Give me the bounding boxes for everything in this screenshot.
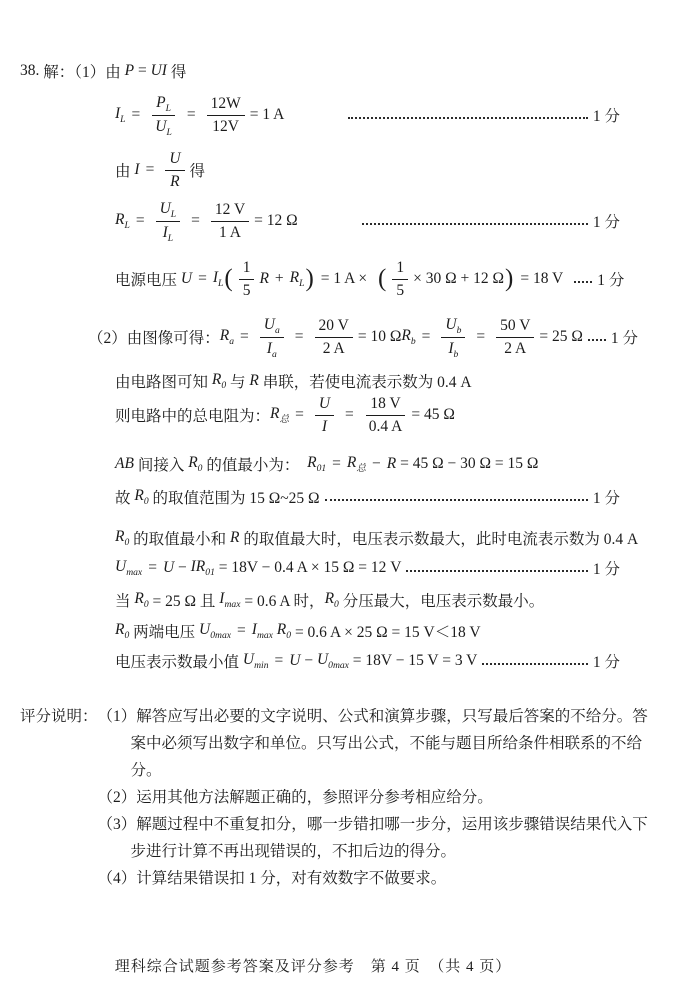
fraction-denominator: 12V xyxy=(212,117,239,135)
math-var-R0: $R_0$ xyxy=(211,371,227,392)
equals-sign: = xyxy=(332,455,341,472)
equals-sign: = xyxy=(476,328,486,345)
scoring-note-4: （4）计算结果错误扣 1 分，对有效数字不做要求。 xyxy=(97,870,447,887)
math-var-P: P xyxy=(124,62,135,79)
scoring-note-2: （2）运用其他方法解题正确的，参照评分参考相应给分。 xyxy=(97,789,493,806)
condition-line xyxy=(115,589,544,611)
result-value: = 12 Ω xyxy=(254,212,298,229)
u0max-line xyxy=(115,620,481,642)
result-value: = 0.6 A × 25 Ω = 15 V＜18 V xyxy=(291,624,481,641)
scoring-notes-label: 评分说明： xyxy=(20,708,98,725)
fraction-numerator: 20 V xyxy=(315,316,353,337)
math-var-IL: $I_L$ xyxy=(212,269,224,290)
math-var-U0max: $U_{0max}$ xyxy=(316,651,349,672)
formula-IL-line xyxy=(115,90,620,140)
fraction-U-I xyxy=(315,394,334,436)
fraction-12W-12V xyxy=(207,94,245,136)
math-var-AB: AB xyxy=(115,455,134,472)
math-var-R0: $R_0$ xyxy=(115,528,130,549)
fraction-denominator: $U_L$ xyxy=(155,117,172,138)
range-line xyxy=(115,486,620,508)
math-var-Rtotal: $R_总$ xyxy=(346,454,366,475)
result-value: = 1 A xyxy=(249,106,285,123)
text: 故 xyxy=(115,490,135,507)
min-max-note-line xyxy=(115,527,638,549)
fraction-denominator: 0.4 A xyxy=(368,417,403,435)
fraction-numerator: $U_L$ xyxy=(156,199,181,222)
math-var-Imax: $I_{max}$ xyxy=(251,621,273,642)
fraction-numerator: U xyxy=(165,149,184,170)
math-var-U: U xyxy=(180,270,193,287)
text: 两端电压 xyxy=(129,624,200,641)
total-resistance-line xyxy=(115,390,455,440)
solution-heading-line xyxy=(20,60,186,82)
open-paren: ( xyxy=(224,264,233,292)
fraction-Ua-Ia xyxy=(260,315,284,359)
math-var-R0: $R_0$ xyxy=(115,621,130,642)
math-var-R01: $R_{01}$ xyxy=(307,454,327,475)
text: 与 xyxy=(226,374,250,391)
equals-sign: = xyxy=(148,559,157,576)
fraction-1-5 xyxy=(239,258,255,300)
heading-suffix: 得 xyxy=(166,64,187,81)
math-var-R0: $R_0$ xyxy=(134,590,149,611)
fraction-denominator: 5 xyxy=(242,281,251,299)
dotted-leader xyxy=(482,663,588,665)
dotted-leader xyxy=(574,281,592,283)
math-var-IL: $I_L$ xyxy=(115,105,126,126)
math-var-RL: $R_L$ xyxy=(289,269,305,290)
circuit-note-line xyxy=(115,370,472,392)
fraction-UL-IL xyxy=(156,199,181,243)
math-var-R0: $R_0$ xyxy=(188,454,203,475)
formula-I-line xyxy=(115,146,205,194)
page-footer: 理科综合试题参考答案及评分参考 第 4 页 （共 4 页） xyxy=(114,959,512,975)
math-var-R: R xyxy=(259,270,269,287)
text: 的取值范围为 15 Ω~25 Ω xyxy=(148,490,320,507)
result-value: = 18V − 0.4 A × 15 Ω = 12 V xyxy=(214,559,402,576)
math-var-RL: $R_L$ xyxy=(115,211,130,232)
math-var-R0: $R_0$ xyxy=(272,621,292,642)
text: = 25 Ω 且 xyxy=(148,593,220,610)
result-value: = 25 Ω xyxy=(539,328,583,345)
equals-sign: = xyxy=(191,212,200,229)
fraction-denominator: I xyxy=(321,417,328,435)
fraction-PL-UL xyxy=(151,93,176,137)
dotted-leader xyxy=(362,223,588,225)
equals-sign: = xyxy=(131,106,141,123)
close-paren: ) xyxy=(505,264,514,292)
scoring-notes-items xyxy=(98,703,660,892)
plus-sign: + xyxy=(274,270,284,287)
text: 的取值最大时，电压表示数最大，此时电流表示数为 0.4 A xyxy=(239,531,639,548)
heading-text: 解：（1）由 xyxy=(39,64,125,81)
umax-line xyxy=(115,557,620,579)
equals-sign: = xyxy=(134,62,151,79)
minus-sign: − xyxy=(174,559,191,576)
text: 的取值最小和 xyxy=(129,531,231,548)
text: 间接入 xyxy=(133,457,189,474)
fraction-12V-1A xyxy=(211,200,249,242)
fraction-denominator: 1 A xyxy=(219,223,241,241)
score-label: 1 分 xyxy=(592,490,620,507)
text: = 0.6 A 时， xyxy=(240,593,325,610)
score-label: 1 分 xyxy=(610,330,639,347)
text: 当 xyxy=(115,593,135,610)
equals-sign: = xyxy=(345,406,354,423)
scoring-note-1: （1）解答应写出必要的文字说明、公式和演算步骤，只写最后答案的不给分。答案中必须写出数字和单位。只写出公式，不能与题目所给条件相联系的不给分。 xyxy=(97,708,648,779)
text: 由电路图可知 xyxy=(115,374,212,391)
math-var-UI: UI xyxy=(150,62,167,79)
fraction-denominator: 2 A xyxy=(322,339,345,357)
score-label: 1 分 xyxy=(597,272,625,289)
math-var-R: R xyxy=(249,372,259,389)
minus-sign: − xyxy=(300,652,317,669)
math-var-IR01: $IR_{01}$ xyxy=(190,558,215,579)
formula-RL-line xyxy=(115,196,620,246)
equals-sign: = xyxy=(237,622,246,639)
fraction-numerator: 12 V xyxy=(211,200,249,221)
result-value: = 18 V xyxy=(520,270,564,287)
text-you: 由 xyxy=(115,163,135,180)
math-var-U: U xyxy=(162,559,175,576)
minus-sign: − xyxy=(371,455,381,472)
part2-graph-line xyxy=(88,312,639,362)
formula-Rb xyxy=(401,315,583,359)
fraction-numerator: $U_a$ xyxy=(260,315,284,338)
fraction-numerator: 50 V xyxy=(496,316,534,337)
equals-sign: = xyxy=(240,328,249,345)
equals-sign: = xyxy=(186,106,196,123)
math-var-Imax: $I_{max}$ xyxy=(219,590,241,611)
score-label: 1 分 xyxy=(592,654,620,671)
result-value: = 18V − 15 V = 3 V xyxy=(348,652,478,669)
dotted-leader xyxy=(325,499,588,501)
text-source-voltage: 电源电压 xyxy=(115,272,181,289)
math-var-R: R xyxy=(230,529,240,546)
text: 串联，若使电流表示数为 0.4 A xyxy=(258,374,472,391)
fraction-denominator: R xyxy=(170,172,180,190)
fraction-18V-04A xyxy=(365,394,407,436)
text: 则电路中的总电阻为： xyxy=(115,408,271,425)
fraction-numerator: 12W xyxy=(207,94,245,115)
math-var-R: R xyxy=(386,455,397,472)
fraction-denominator: $I_L$ xyxy=(162,223,174,244)
math-var-Umax: $U_{max}$ xyxy=(115,558,143,579)
formula-source-voltage-line xyxy=(115,254,625,304)
equals-sign: = xyxy=(421,328,431,345)
open-paren: ( xyxy=(378,264,387,292)
text: 电压表示数最小值 xyxy=(115,654,243,671)
value-segment: 30 Ω + 12 Ω xyxy=(425,270,504,287)
fraction-50V-2A xyxy=(496,316,534,358)
part2-heading: （2）由图像可得： xyxy=(88,330,220,347)
fraction-20V-2A xyxy=(315,316,353,358)
score-label: 1 分 xyxy=(592,108,620,125)
equals-sign: = xyxy=(198,270,207,287)
equals-sign: = xyxy=(145,161,155,178)
fraction-numerator: U xyxy=(315,394,334,415)
equals-sign: = xyxy=(135,212,145,229)
math-var-I: I xyxy=(134,161,140,178)
dotted-leader xyxy=(406,570,587,572)
fraction-numerator: 18 V xyxy=(366,394,404,415)
times-sign: × xyxy=(413,270,426,287)
fraction-numerator: $U_b$ xyxy=(441,315,465,338)
result-value: = 10 Ω xyxy=(357,328,402,345)
fraction-1-5 xyxy=(392,258,408,300)
score-label: 1 分 xyxy=(592,214,620,231)
scoring-note-3: （3）解题过程中不重复扣分，哪一步错扣哪一步分，运用该步骤错误结果代入下步进行计算不再出现错误的，不扣后边的得分。 xyxy=(97,816,648,860)
AB-min-line xyxy=(115,453,538,475)
fraction-numerator: 1 xyxy=(239,258,255,279)
text: 的值最小为： xyxy=(202,457,308,474)
dotted-leader xyxy=(348,117,588,119)
fraction-denominator: 5 xyxy=(396,281,405,299)
equals-sign: = xyxy=(295,406,304,423)
problem-number: 38. xyxy=(20,62,40,79)
fraction-numerator: $P_L$ xyxy=(152,93,175,116)
score-label: 1 分 xyxy=(592,561,620,578)
result-value: = 45 Ω − 30 Ω = 15 Ω xyxy=(396,455,539,472)
fraction-denominator: $I_b$ xyxy=(448,339,459,360)
equals-segment: = 1 A × xyxy=(320,270,372,287)
fraction-denominator: 2 A xyxy=(504,339,527,357)
math-var-R0: $R_0$ xyxy=(134,487,149,508)
umin-line xyxy=(115,650,620,672)
dotted-leader xyxy=(588,339,606,341)
text-de: 得 xyxy=(189,163,206,180)
fraction-Ub-Ib xyxy=(441,315,465,359)
scoring-notes xyxy=(20,703,660,892)
math-var-Ra: $R_a$ xyxy=(219,327,235,348)
math-var-U: U xyxy=(289,652,301,669)
formula-Ra xyxy=(220,315,402,359)
equals-sign: = xyxy=(294,328,304,345)
math-var-Umin: $U_{min}$ xyxy=(242,651,269,672)
close-paren: ) xyxy=(305,264,314,292)
math-var-U0max: $U_{0max}$ xyxy=(199,621,232,642)
text: 分压最大，电压表示数最小。 xyxy=(338,593,545,610)
result-value: = 45 Ω xyxy=(411,406,455,423)
equals-sign: = xyxy=(274,652,284,669)
fraction-numerator: 1 xyxy=(392,258,408,279)
fraction-U-R xyxy=(165,149,184,191)
math-var-Rb: $R_b$ xyxy=(401,327,416,348)
math-var-Rtotal: $R_总$ xyxy=(270,405,290,426)
fraction-denominator: $I_a$ xyxy=(266,339,277,360)
math-var-R0: $R_0$ xyxy=(324,590,339,611)
